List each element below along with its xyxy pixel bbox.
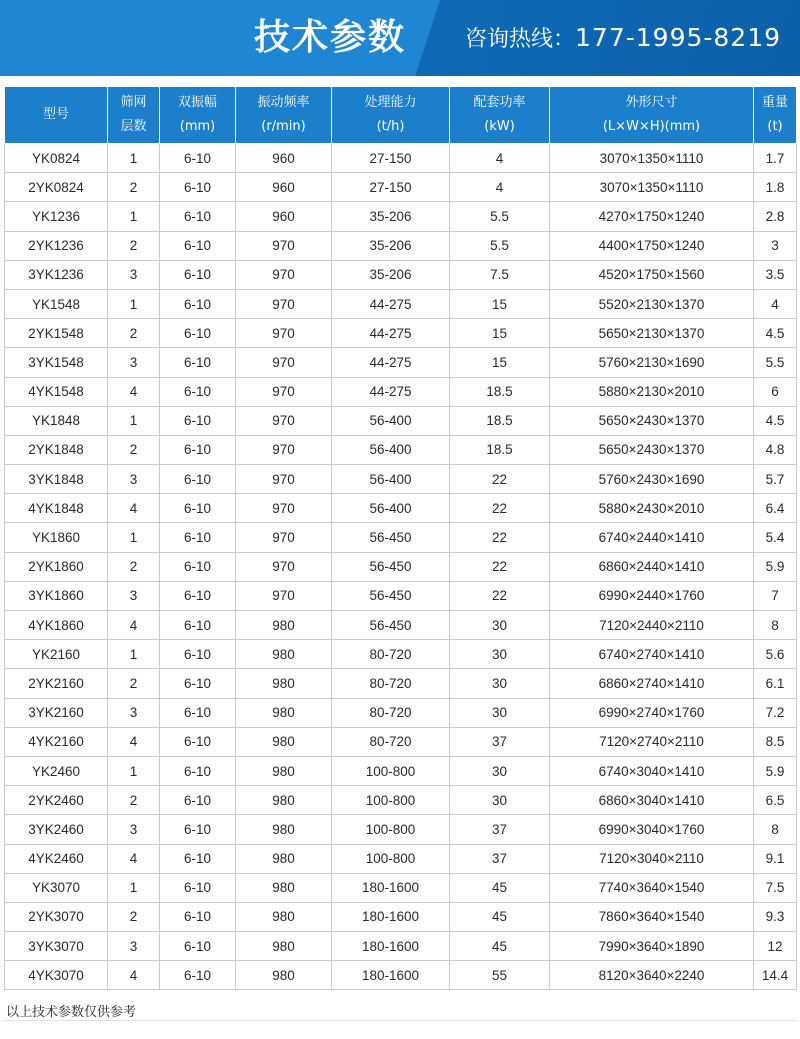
table-cell: 3 <box>108 581 160 610</box>
table-cell: 100-800 <box>332 786 450 815</box>
table-cell: 180-1600 <box>332 932 450 961</box>
table-cell: 3 <box>108 260 160 289</box>
table-cell: 6-10 <box>160 523 236 552</box>
table-cell: 3YK2160 <box>5 698 108 727</box>
table-cell: 56-450 <box>332 552 450 581</box>
table-cell: 4YK2160 <box>5 727 108 756</box>
table-cell: 22 <box>450 581 550 610</box>
table-cell: 4YK2460 <box>5 844 108 873</box>
table-cell: 6-10 <box>160 494 236 523</box>
table-cell: 6-10 <box>160 640 236 669</box>
spec-table-container <box>0 86 800 990</box>
table-cell: 4 <box>108 727 160 756</box>
table-cell: 7740×3640×1540 <box>550 873 754 902</box>
table-cell: 100-800 <box>332 844 450 873</box>
table-row <box>5 902 797 931</box>
table-cell: 5760×2130×1690 <box>550 348 754 377</box>
table-cell: 2 <box>108 902 160 931</box>
table-cell: 960 <box>236 173 332 202</box>
table-row <box>5 669 797 698</box>
table-cell: 1 <box>108 144 160 173</box>
table-cell: 3 <box>108 698 160 727</box>
table-cell: 6-10 <box>160 727 236 756</box>
table-row <box>5 961 797 990</box>
column-header <box>332 87 450 144</box>
table-cell: 6860×3040×1410 <box>550 786 754 815</box>
table-cell: 6860×2440×1410 <box>550 552 754 581</box>
column-header-unit: (kW) <box>484 119 515 134</box>
table-header-row <box>5 87 797 144</box>
table-cell: 5650×2130×1370 <box>550 319 754 348</box>
table-cell: 22 <box>450 552 550 581</box>
table-cell: 8120×3640×2240 <box>550 961 754 990</box>
table-row <box>5 406 797 435</box>
column-header-label: 型号 <box>42 107 69 122</box>
table-cell: 5.6 <box>754 640 797 669</box>
table-cell: 970 <box>236 523 332 552</box>
table-cell: 30 <box>450 698 550 727</box>
table-cell: 6740×2440×1410 <box>550 523 754 552</box>
table-cell: 3 <box>108 932 160 961</box>
table-cell: 6-10 <box>160 260 236 289</box>
table-cell: 980 <box>236 640 332 669</box>
table-row <box>5 144 797 173</box>
table-cell: 56-450 <box>332 581 450 610</box>
table-row <box>5 552 797 581</box>
table-cell: YK1848 <box>5 406 108 435</box>
page-title: 技术参数 <box>253 17 406 58</box>
table-cell: 56-450 <box>332 611 450 640</box>
table-row <box>5 640 797 669</box>
table-cell: 2.8 <box>754 202 797 231</box>
table-cell: 44-275 <box>332 377 450 406</box>
column-header-label: 外形尺寸 <box>625 95 678 110</box>
hotline <box>465 0 781 76</box>
table-row <box>5 319 797 348</box>
footnote: 以上技术参数仅供参考 <box>6 1005 137 1020</box>
table-cell: 8 <box>754 815 797 844</box>
table-cell: 6-10 <box>160 873 236 902</box>
column-header-label: 双振幅 <box>177 95 217 110</box>
column-header-unit: (mm) <box>179 119 216 134</box>
column-header-label: 筛网 <box>120 95 147 110</box>
column-header-label: 配套功率 <box>473 95 526 110</box>
table-cell: 55 <box>450 961 550 990</box>
table-cell: 1 <box>108 406 160 435</box>
table-cell: 2 <box>108 552 160 581</box>
table-cell: 15 <box>450 348 550 377</box>
table-cell: 1 <box>108 640 160 669</box>
table-cell: 100-800 <box>332 815 450 844</box>
table-cell: 3YK1236 <box>5 260 108 289</box>
table-cell: 6-10 <box>160 231 236 260</box>
table-cell: 5.7 <box>754 465 797 494</box>
table-cell: 6-10 <box>160 844 236 873</box>
header-banner <box>0 0 800 76</box>
table-cell: 18.5 <box>450 377 550 406</box>
table-cell: 6860×2740×1410 <box>550 669 754 698</box>
table-cell: 4270×1750×1240 <box>550 202 754 231</box>
table-cell: 970 <box>236 435 332 464</box>
table-cell: 5880×2430×2010 <box>550 494 754 523</box>
table-row <box>5 289 797 318</box>
table-cell: 80-720 <box>332 727 450 756</box>
table-cell: 6-10 <box>160 406 236 435</box>
table-cell: 4400×1750×1240 <box>550 231 754 260</box>
table-cell: 6-10 <box>160 377 236 406</box>
table-cell: 2 <box>108 435 160 464</box>
table-row <box>5 231 797 260</box>
column-header <box>754 87 797 144</box>
table-cell: 6-10 <box>160 435 236 464</box>
table-cell: 22 <box>450 523 550 552</box>
table-cell: 1 <box>108 523 160 552</box>
table-cell: 6-10 <box>160 815 236 844</box>
table-cell: 3YK2460 <box>5 815 108 844</box>
table-cell: 5.9 <box>754 756 797 785</box>
table-cell: 37 <box>450 727 550 756</box>
table-cell: 80-720 <box>332 669 450 698</box>
table-cell: 4 <box>450 173 550 202</box>
table-row <box>5 932 797 961</box>
table-cell: 56-400 <box>332 435 450 464</box>
table-cell: 7990×3640×1890 <box>550 932 754 961</box>
table-cell: 3 <box>108 348 160 377</box>
table-cell: 980 <box>236 844 332 873</box>
table-cell: 2YK3070 <box>5 902 108 931</box>
table-cell: 5.9 <box>754 552 797 581</box>
table-cell: 3 <box>108 815 160 844</box>
table-cell: 960 <box>236 202 332 231</box>
table-cell: 44-275 <box>332 319 450 348</box>
column-header <box>236 87 332 144</box>
table-cell: 970 <box>236 260 332 289</box>
table-cell: 4YK1860 <box>5 611 108 640</box>
table-row <box>5 786 797 815</box>
table-row <box>5 202 797 231</box>
table-cell: 6990×3040×1760 <box>550 815 754 844</box>
table-cell: 22 <box>450 465 550 494</box>
table-cell: YK2460 <box>5 756 108 785</box>
table-cell: 5760×2430×1690 <box>550 465 754 494</box>
table-cell: 3 <box>108 465 160 494</box>
table-cell: 6-10 <box>160 581 236 610</box>
table-cell: 56-400 <box>332 406 450 435</box>
table-cell: 6 <box>754 377 797 406</box>
table-cell: 3070×1350×1110 <box>550 173 754 202</box>
table-cell: 7 <box>754 581 797 610</box>
table-cell: 80-720 <box>332 640 450 669</box>
table-cell: YK2160 <box>5 640 108 669</box>
table-cell: 4 <box>108 377 160 406</box>
table-cell: 6-10 <box>160 144 236 173</box>
table-cell: YK1860 <box>5 523 108 552</box>
table-cell: YK3070 <box>5 873 108 902</box>
table-cell: 6-10 <box>160 465 236 494</box>
table-cell: 4 <box>108 611 160 640</box>
table-cell: 56-400 <box>332 465 450 494</box>
table-cell: 6740×3040×1410 <box>550 756 754 785</box>
table-cell: 100-800 <box>332 756 450 785</box>
table-cell: 970 <box>236 581 332 610</box>
table-row <box>5 435 797 464</box>
table-cell: 56-400 <box>332 494 450 523</box>
table-row <box>5 348 797 377</box>
table-cell: 5.4 <box>754 523 797 552</box>
table-cell: 5520×2130×1370 <box>550 289 754 318</box>
table-cell: 22 <box>450 494 550 523</box>
table-cell: 2YK1548 <box>5 319 108 348</box>
table-cell: 980 <box>236 756 332 785</box>
table-cell: 7120×2740×2110 <box>550 727 754 756</box>
table-cell: YK1236 <box>5 202 108 231</box>
table-cell: 6-10 <box>160 552 236 581</box>
table-cell: 1.8 <box>754 173 797 202</box>
table-cell: 7120×3040×2110 <box>550 844 754 873</box>
table-cell: 960 <box>236 144 332 173</box>
table-cell: 37 <box>450 815 550 844</box>
table-cell: 970 <box>236 231 332 260</box>
table-row <box>5 465 797 494</box>
column-header-unit: (t) <box>767 119 783 134</box>
table-cell: 27-150 <box>332 173 450 202</box>
table-row <box>5 377 797 406</box>
table-cell: 970 <box>236 377 332 406</box>
table-cell: 5.5 <box>754 348 797 377</box>
table-cell: 970 <box>236 319 332 348</box>
table-cell: 3.5 <box>754 260 797 289</box>
table-cell: 1 <box>108 756 160 785</box>
table-cell: 7.5 <box>754 873 797 902</box>
table-cell: 30 <box>450 786 550 815</box>
table-cell: 6-10 <box>160 319 236 348</box>
table-cell: 27-150 <box>332 144 450 173</box>
column-header-unit: 层数 <box>120 119 147 134</box>
table-cell: 1 <box>108 873 160 902</box>
table-cell: 18.5 <box>450 435 550 464</box>
table-cell: 45 <box>450 902 550 931</box>
hotline-label: 咨询热线： <box>465 27 576 52</box>
table-cell: 7860×3640×1540 <box>550 902 754 931</box>
table-row <box>5 611 797 640</box>
table-cell: 1.7 <box>754 144 797 173</box>
table-row <box>5 581 797 610</box>
table-cell: 6-10 <box>160 698 236 727</box>
table-cell: 6-10 <box>160 669 236 698</box>
table-cell: 3YK1548 <box>5 348 108 377</box>
table-cell: 970 <box>236 552 332 581</box>
table-row <box>5 727 797 756</box>
table-cell: 980 <box>236 873 332 902</box>
table-cell: 4 <box>108 494 160 523</box>
table-cell: 4.8 <box>754 435 797 464</box>
table-cell: 980 <box>236 611 332 640</box>
table-cell: 4 <box>108 844 160 873</box>
table-cell: 6-10 <box>160 932 236 961</box>
table-cell: 970 <box>236 348 332 377</box>
column-header-unit: (r/min) <box>261 119 306 134</box>
table-cell: 37 <box>450 844 550 873</box>
table-cell: 5880×2130×2010 <box>550 377 754 406</box>
table-cell: 6.1 <box>754 669 797 698</box>
table-cell: 15 <box>450 289 550 318</box>
table-cell: 6-10 <box>160 756 236 785</box>
table-cell: 18.5 <box>450 406 550 435</box>
column-header <box>5 87 108 144</box>
table-cell: 2 <box>108 669 160 698</box>
table-cell: 980 <box>236 961 332 990</box>
table-cell: 35-206 <box>332 202 450 231</box>
footnote-divider <box>4 1020 796 1021</box>
column-header <box>550 87 754 144</box>
table-cell: 980 <box>236 815 332 844</box>
table-cell: 30 <box>450 640 550 669</box>
table-cell: 30 <box>450 611 550 640</box>
table-cell: 4 <box>108 961 160 990</box>
table-cell: 8 <box>754 611 797 640</box>
table-cell: 970 <box>236 465 332 494</box>
table-cell: 6-10 <box>160 202 236 231</box>
table-cell: 2YK2160 <box>5 669 108 698</box>
table-cell: 1 <box>108 202 160 231</box>
table-cell: 6-10 <box>160 611 236 640</box>
table-cell: 980 <box>236 669 332 698</box>
table-cell: 2YK1236 <box>5 231 108 260</box>
table-cell: 9.1 <box>754 844 797 873</box>
table-cell: 1 <box>108 289 160 318</box>
table-cell: 8.5 <box>754 727 797 756</box>
table-cell: 30 <box>450 756 550 785</box>
table-row <box>5 494 797 523</box>
table-cell: 7.2 <box>754 698 797 727</box>
table-cell: 14.4 <box>754 961 797 990</box>
table-row <box>5 815 797 844</box>
table-cell: 3YK1860 <box>5 581 108 610</box>
table-cell: 6990×2440×1760 <box>550 581 754 610</box>
column-header-label: 处理能力 <box>364 95 417 110</box>
hotline-number: 177-1995-8219 <box>575 23 782 52</box>
table-cell: 4.5 <box>754 319 797 348</box>
table-cell: 180-1600 <box>332 902 450 931</box>
table-row <box>5 873 797 902</box>
column-header <box>108 87 160 144</box>
table-cell: 12 <box>754 932 797 961</box>
table-cell: 5650×2430×1370 <box>550 406 754 435</box>
table-cell: 980 <box>236 902 332 931</box>
table-cell: 2YK1848 <box>5 435 108 464</box>
table-cell: 970 <box>236 406 332 435</box>
table-row <box>5 523 797 552</box>
table-cell: 80-720 <box>332 698 450 727</box>
table-cell: 45 <box>450 873 550 902</box>
column-header-label: 重量 <box>761 95 788 110</box>
table-cell: 970 <box>236 289 332 318</box>
table-cell: 3YK1848 <box>5 465 108 494</box>
table-cell: 44-275 <box>332 289 450 318</box>
table-cell: 45 <box>450 932 550 961</box>
table-cell: 6-10 <box>160 961 236 990</box>
table-cell: 2YK1860 <box>5 552 108 581</box>
table-cell: 180-1600 <box>332 873 450 902</box>
table-cell: 980 <box>236 698 332 727</box>
column-header-unit: (t/h) <box>376 119 405 134</box>
table-cell: 5.5 <box>450 202 550 231</box>
table-row <box>5 844 797 873</box>
table-cell: 3 <box>754 231 797 260</box>
table-cell: 980 <box>236 786 332 815</box>
column-header <box>160 87 236 144</box>
table-cell: 2 <box>108 231 160 260</box>
table-cell: 980 <box>236 727 332 756</box>
table-cell: 4 <box>450 144 550 173</box>
table-cell: 7.5 <box>450 260 550 289</box>
table-cell: 6.5 <box>754 786 797 815</box>
table-cell: 2YK2460 <box>5 786 108 815</box>
table-cell: 4YK3070 <box>5 961 108 990</box>
table-cell: YK0824 <box>5 144 108 173</box>
table-cell: 5.5 <box>450 231 550 260</box>
table-row <box>5 173 797 202</box>
table-cell: 6-10 <box>160 902 236 931</box>
table-cell: 6.4 <box>754 494 797 523</box>
table-cell: 6-10 <box>160 289 236 318</box>
table-cell: 44-275 <box>332 348 450 377</box>
table-cell: 180-1600 <box>332 961 450 990</box>
table-cell: 35-206 <box>332 260 450 289</box>
table-row <box>5 756 797 785</box>
table-cell: 6990×2740×1760 <box>550 698 754 727</box>
table-cell: 4.5 <box>754 406 797 435</box>
table-cell: YK1548 <box>5 289 108 318</box>
table-cell: 2 <box>108 173 160 202</box>
column-header <box>450 87 550 144</box>
table-cell: 4YK1548 <box>5 377 108 406</box>
table-cell: 15 <box>450 319 550 348</box>
table-cell: 4 <box>754 289 797 318</box>
table-cell: 970 <box>236 494 332 523</box>
table-cell: 6-10 <box>160 348 236 377</box>
table-cell: 7120×2440×2110 <box>550 611 754 640</box>
column-header-unit: (L×W×H)(mm) <box>602 119 701 134</box>
table-cell: 30 <box>450 669 550 698</box>
table-cell: 2 <box>108 319 160 348</box>
table-cell: 6-10 <box>160 173 236 202</box>
table-cell: 6740×2740×1410 <box>550 640 754 669</box>
table-body <box>5 144 797 990</box>
table-cell: 980 <box>236 932 332 961</box>
table-cell: 4YK1848 <box>5 494 108 523</box>
table-row <box>5 698 797 727</box>
table-row <box>5 260 797 289</box>
table-cell: 2YK0824 <box>5 173 108 202</box>
table-cell: 5650×2430×1370 <box>550 435 754 464</box>
spec-table <box>4 86 797 990</box>
table-cell: 4520×1750×1560 <box>550 260 754 289</box>
table-cell: 35-206 <box>332 231 450 260</box>
table-cell: 9.3 <box>754 902 797 931</box>
table-cell: 2 <box>108 786 160 815</box>
column-header-label: 振动频率 <box>257 95 310 110</box>
table-cell: 56-450 <box>332 523 450 552</box>
table-cell: 3070×1350×1110 <box>550 144 754 173</box>
table-cell: 6-10 <box>160 786 236 815</box>
table-cell: 3YK3070 <box>5 932 108 961</box>
